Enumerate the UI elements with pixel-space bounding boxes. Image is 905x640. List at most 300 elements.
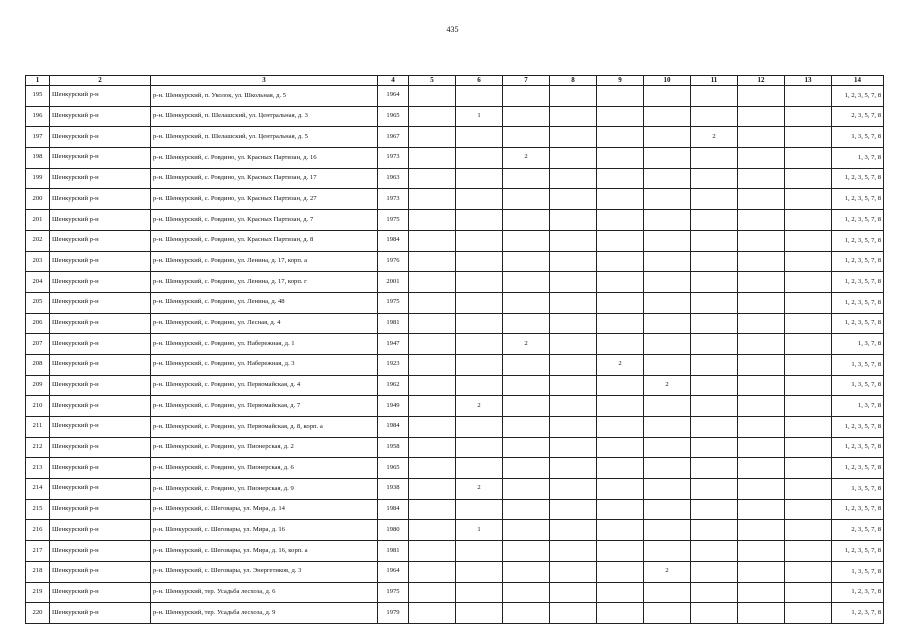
address-cell: р-н. Шенкурский, п. Шелашский, ул. Центральная, д. 5 xyxy=(151,127,378,148)
address-cell: р-н. Шенкурский, с. Ровдино, ул. Первомайская, д. 4 xyxy=(151,375,378,396)
col-13-cell xyxy=(785,603,832,624)
col-13-cell xyxy=(785,272,832,293)
col-11-cell xyxy=(691,561,738,582)
col-10-cell xyxy=(644,86,691,107)
col-11-cell xyxy=(691,334,738,355)
address-cell: р-н. Шенкурский, с. Шеговары, ул. Мира, д. 14 xyxy=(151,499,378,520)
col-5-cell xyxy=(409,354,456,375)
col-12-cell xyxy=(738,417,785,438)
col-12-cell xyxy=(738,354,785,375)
address-cell: р-н. Шенкурский, с. Ровдино, ул. Набережная, д. 1 xyxy=(151,334,378,355)
col-6-cell xyxy=(456,437,503,458)
col-14-cell: 1, 2, 3, 5, 7, 8 xyxy=(832,210,884,231)
col-6-cell xyxy=(456,499,503,520)
col-6-cell xyxy=(456,458,503,479)
col-5-cell xyxy=(409,313,456,334)
col-6-cell xyxy=(456,168,503,189)
col-5-cell xyxy=(409,210,456,231)
col-9-cell xyxy=(597,479,644,500)
col-11-cell xyxy=(691,396,738,417)
col-9-cell xyxy=(597,458,644,479)
year-cell: 2001 xyxy=(378,272,409,293)
col-10-cell xyxy=(644,603,691,624)
col-5-cell xyxy=(409,417,456,438)
year-cell: 1981 xyxy=(378,313,409,334)
col-10-cell xyxy=(644,354,691,375)
year-cell: 1949 xyxy=(378,396,409,417)
col-9-cell xyxy=(597,127,644,148)
column-header-12: 12 xyxy=(738,76,785,86)
row-number-cell: 210 xyxy=(26,396,50,417)
table-row xyxy=(26,230,884,251)
col-6-cell xyxy=(456,127,503,148)
col-8-cell xyxy=(550,437,597,458)
col-14-cell: 1, 2, 3, 5, 7, 8 xyxy=(832,437,884,458)
col-6-cell xyxy=(456,313,503,334)
col-7-cell: 2 xyxy=(503,148,550,169)
col-9-cell xyxy=(597,148,644,169)
col-8-cell xyxy=(550,354,597,375)
col-12-cell xyxy=(738,437,785,458)
col-13-cell xyxy=(785,127,832,148)
col-7-cell xyxy=(503,541,550,562)
address-cell: р-н. Шенкурский, с. Ровдино, ул. Красных Партизан, д. 27 xyxy=(151,189,378,210)
col-7-cell xyxy=(503,499,550,520)
year-cell: 1965 xyxy=(378,106,409,127)
col-14-cell: 1, 3, 5, 7, 8 xyxy=(832,479,884,500)
district-cell: Шенкурский р-н xyxy=(50,148,151,169)
col-9-cell xyxy=(597,520,644,541)
col-5-cell xyxy=(409,603,456,624)
col-12-cell xyxy=(738,148,785,169)
col-13-cell xyxy=(785,334,832,355)
table-row xyxy=(26,375,884,396)
col-9-cell xyxy=(597,603,644,624)
col-5-cell xyxy=(409,168,456,189)
col-13-cell xyxy=(785,520,832,541)
col-9-cell xyxy=(597,168,644,189)
col-13-cell xyxy=(785,375,832,396)
year-cell: 1980 xyxy=(378,520,409,541)
col-8-cell xyxy=(550,375,597,396)
col-14-cell: 1, 2, 3, 5, 7, 8 xyxy=(832,272,884,293)
col-14-cell: 1, 2, 3, 5, 7, 8 xyxy=(832,499,884,520)
col-10-cell xyxy=(644,189,691,210)
col-12-cell xyxy=(738,520,785,541)
col-13-cell xyxy=(785,168,832,189)
col-8-cell xyxy=(550,499,597,520)
table-row xyxy=(26,458,884,479)
col-11-cell xyxy=(691,417,738,438)
col-7-cell xyxy=(503,396,550,417)
col-14-cell: 1, 2, 3, 5, 7, 8 xyxy=(832,541,884,562)
row-number-cell: 219 xyxy=(26,582,50,603)
year-cell: 1958 xyxy=(378,437,409,458)
col-6-cell xyxy=(456,189,503,210)
table-row xyxy=(26,127,884,148)
table-row xyxy=(26,437,884,458)
col-11-cell xyxy=(691,168,738,189)
col-5-cell xyxy=(409,251,456,272)
year-cell: 1984 xyxy=(378,417,409,438)
column-header-9: 9 xyxy=(597,76,644,86)
col-10-cell xyxy=(644,148,691,169)
col-13-cell xyxy=(785,417,832,438)
col-12-cell xyxy=(738,479,785,500)
table-row xyxy=(26,272,884,293)
col-5-cell xyxy=(409,272,456,293)
col-6-cell xyxy=(456,210,503,231)
col-7-cell xyxy=(503,582,550,603)
table-row xyxy=(26,189,884,210)
col-8-cell xyxy=(550,396,597,417)
col-14-cell: 1, 2, 3, 5, 7, 8 xyxy=(832,292,884,313)
col-12-cell xyxy=(738,251,785,272)
col-9-cell xyxy=(597,251,644,272)
row-number-cell: 209 xyxy=(26,375,50,396)
address-cell: р-н. Шенкурский, с. Ровдино, ул. Первомайская, д. 8, корп. а xyxy=(151,417,378,438)
row-number-cell: 208 xyxy=(26,354,50,375)
col-14-cell: 1, 3, 5, 7, 8 xyxy=(832,561,884,582)
district-cell: Шенкурский р-н xyxy=(50,479,151,500)
district-cell: Шенкурский р-н xyxy=(50,127,151,148)
col-14-cell: 1, 2, 3, 7, 8 xyxy=(832,603,884,624)
col-8-cell xyxy=(550,251,597,272)
address-cell: р-н. Шенкурский, с. Шеговары, ул. Мира, д. 16, корп. а xyxy=(151,541,378,562)
address-cell: р-н. Шенкурский, с. Ровдино, ул. Ленина, д. 17, корп. а xyxy=(151,251,378,272)
row-number-cell: 211 xyxy=(26,417,50,438)
col-9-cell xyxy=(597,86,644,107)
row-number-cell: 196 xyxy=(26,106,50,127)
col-10-cell xyxy=(644,313,691,334)
col-8-cell xyxy=(550,148,597,169)
col-13-cell xyxy=(785,313,832,334)
col-7-cell xyxy=(503,458,550,479)
col-12-cell xyxy=(738,292,785,313)
address-cell: р-н. Шенкурский, с. Ровдино, ул. Пионерская, д. 9 xyxy=(151,479,378,500)
column-header-1: 1 xyxy=(26,76,50,86)
col-11-cell xyxy=(691,210,738,231)
address-cell: р-н. Шенкурский, тер. Усадьба лесхоза, д. 6 xyxy=(151,582,378,603)
col-13-cell xyxy=(785,210,832,231)
year-cell: 1975 xyxy=(378,582,409,603)
col-10-cell xyxy=(644,479,691,500)
col-10-cell xyxy=(644,582,691,603)
col-12-cell xyxy=(738,86,785,107)
col-7-cell xyxy=(503,210,550,231)
row-number-cell: 204 xyxy=(26,272,50,293)
year-cell: 1962 xyxy=(378,375,409,396)
col-10-cell xyxy=(644,396,691,417)
col-9-cell xyxy=(597,106,644,127)
col-9-cell xyxy=(597,375,644,396)
district-cell: Шенкурский р-н xyxy=(50,313,151,334)
district-cell: Шенкурский р-н xyxy=(50,189,151,210)
year-cell: 1975 xyxy=(378,210,409,231)
col-13-cell xyxy=(785,148,832,169)
column-header-4: 4 xyxy=(378,76,409,86)
address-cell: р-н. Шенкурский, с. Ровдино, ул. Красных Партизан, д. 16 xyxy=(151,148,378,169)
row-number-cell: 213 xyxy=(26,458,50,479)
column-header-13: 13 xyxy=(785,76,832,86)
table-row xyxy=(26,86,884,107)
col-11-cell xyxy=(691,189,738,210)
district-cell: Шенкурский р-н xyxy=(50,210,151,231)
col-8-cell xyxy=(550,272,597,293)
address-cell: р-н. Шенкурский, с. Ровдино, ул. Пионерская, д. 6 xyxy=(151,458,378,479)
district-cell: Шенкурский р-н xyxy=(50,499,151,520)
col-5-cell xyxy=(409,127,456,148)
col-14-cell: 2, 3, 5, 7, 8 xyxy=(832,106,884,127)
col-6-cell: 2 xyxy=(456,479,503,500)
table-row xyxy=(26,499,884,520)
col-14-cell: 1, 2, 3, 5, 7, 8 xyxy=(832,86,884,107)
col-5-cell xyxy=(409,396,456,417)
col-11-cell xyxy=(691,230,738,251)
table-row xyxy=(26,603,884,624)
col-9-cell xyxy=(597,582,644,603)
col-13-cell xyxy=(785,292,832,313)
col-14-cell: 1, 3, 5, 7, 8 xyxy=(832,354,884,375)
col-14-cell: 1, 2, 3, 5, 7, 8 xyxy=(832,230,884,251)
col-6-cell: 1 xyxy=(456,520,503,541)
district-cell: Шенкурский р-н xyxy=(50,396,151,417)
col-12-cell xyxy=(738,334,785,355)
col-14-cell: 2, 3, 5, 7, 8 xyxy=(832,520,884,541)
col-13-cell xyxy=(785,541,832,562)
table-row xyxy=(26,417,884,438)
col-9-cell xyxy=(597,210,644,231)
col-11-cell: 2 xyxy=(691,127,738,148)
address-cell: р-н. Шенкурский, с. Ровдино, ул. Первомайская, д. 7 xyxy=(151,396,378,417)
district-cell: Шенкурский р-н xyxy=(50,251,151,272)
col-10-cell xyxy=(644,541,691,562)
col-14-cell: 1, 2, 3, 5, 7, 8 xyxy=(832,417,884,438)
address-cell: р-н. Шенкурский, п. Уколок, ул. Школьная, д. 5 xyxy=(151,86,378,107)
col-11-cell xyxy=(691,313,738,334)
col-10-cell xyxy=(644,417,691,438)
table-row xyxy=(26,148,884,169)
address-cell: р-н. Шенкурский, с. Ровдино, ул. Ленина, д. 48 xyxy=(151,292,378,313)
year-cell: 1947 xyxy=(378,334,409,355)
column-header-14: 14 xyxy=(832,76,884,86)
col-13-cell xyxy=(785,437,832,458)
col-11-cell xyxy=(691,148,738,169)
col-11-cell xyxy=(691,86,738,107)
address-cell: р-н. Шенкурский, п. Шелашский, ул. Центральная, д. 3 xyxy=(151,106,378,127)
col-12-cell xyxy=(738,230,785,251)
col-10-cell xyxy=(644,168,691,189)
col-14-cell: 1, 3, 5, 7, 8 xyxy=(832,375,884,396)
table-row xyxy=(26,582,884,603)
col-9-cell xyxy=(597,272,644,293)
col-10-cell: 2 xyxy=(644,375,691,396)
row-number-cell: 200 xyxy=(26,189,50,210)
table-row xyxy=(26,479,884,500)
table-row xyxy=(26,251,884,272)
col-8-cell xyxy=(550,210,597,231)
col-8-cell xyxy=(550,479,597,500)
col-6-cell xyxy=(456,292,503,313)
col-5-cell xyxy=(409,479,456,500)
address-cell: р-н. Шенкурский, с. Ровдино, ул. Ленина, д. 17, корп. г xyxy=(151,272,378,293)
row-number-cell: 206 xyxy=(26,313,50,334)
table-row xyxy=(26,541,884,562)
col-13-cell xyxy=(785,396,832,417)
address-cell: р-н. Шенкурский, с. Ровдино, ул. Набережная, д. 3 xyxy=(151,354,378,375)
col-12-cell xyxy=(738,106,785,127)
col-10-cell xyxy=(644,210,691,231)
col-8-cell xyxy=(550,168,597,189)
address-cell: р-н. Шенкурский, тер. Усадьба лесхоза, д. 9 xyxy=(151,603,378,624)
col-5-cell xyxy=(409,375,456,396)
col-11-cell xyxy=(691,354,738,375)
district-cell: Шенкурский р-н xyxy=(50,437,151,458)
col-8-cell xyxy=(550,520,597,541)
table-row xyxy=(26,520,884,541)
col-7-cell xyxy=(503,189,550,210)
col-5-cell xyxy=(409,230,456,251)
col-10-cell xyxy=(644,251,691,272)
col-13-cell xyxy=(785,106,832,127)
table-row xyxy=(26,354,884,375)
col-11-cell xyxy=(691,292,738,313)
col-11-cell xyxy=(691,375,738,396)
year-cell: 1981 xyxy=(378,541,409,562)
column-header-11: 11 xyxy=(691,76,738,86)
district-cell: Шенкурский р-н xyxy=(50,292,151,313)
col-12-cell xyxy=(738,313,785,334)
district-cell: Шенкурский р-н xyxy=(50,561,151,582)
col-11-cell xyxy=(691,499,738,520)
row-number-cell: 212 xyxy=(26,437,50,458)
col-6-cell xyxy=(456,582,503,603)
col-14-cell: 1, 2, 3, 5, 7, 8 xyxy=(832,189,884,210)
col-12-cell xyxy=(738,272,785,293)
col-9-cell xyxy=(597,292,644,313)
col-11-cell xyxy=(691,603,738,624)
row-number-cell: 198 xyxy=(26,148,50,169)
col-12-cell xyxy=(738,561,785,582)
address-cell: р-н. Шенкурский, с. Шеговары, ул. Мира, д. 16 xyxy=(151,520,378,541)
col-7-cell xyxy=(503,292,550,313)
district-cell: Шенкурский р-н xyxy=(50,272,151,293)
col-7-cell xyxy=(503,86,550,107)
row-number-cell: 214 xyxy=(26,479,50,500)
col-6-cell: 2 xyxy=(456,396,503,417)
col-7-cell xyxy=(503,313,550,334)
row-number-cell: 215 xyxy=(26,499,50,520)
col-13-cell xyxy=(785,189,832,210)
col-11-cell xyxy=(691,541,738,562)
col-8-cell xyxy=(550,417,597,438)
col-8-cell xyxy=(550,458,597,479)
address-cell: р-н. Шенкурский, с. Ровдино, ул. Красных Партизан, д. 8 xyxy=(151,230,378,251)
col-13-cell xyxy=(785,354,832,375)
col-9-cell: 2 xyxy=(597,354,644,375)
col-10-cell xyxy=(644,106,691,127)
district-cell: Шенкурский р-н xyxy=(50,334,151,355)
col-9-cell xyxy=(597,230,644,251)
col-12-cell xyxy=(738,541,785,562)
col-10-cell xyxy=(644,292,691,313)
col-5-cell xyxy=(409,292,456,313)
col-13-cell xyxy=(785,499,832,520)
district-cell: Шенкурский р-н xyxy=(50,458,151,479)
col-13-cell xyxy=(785,251,832,272)
col-7-cell xyxy=(503,479,550,500)
col-9-cell xyxy=(597,313,644,334)
col-10-cell xyxy=(644,437,691,458)
col-8-cell xyxy=(550,603,597,624)
col-9-cell xyxy=(597,189,644,210)
table-row xyxy=(26,334,884,355)
year-cell: 1976 xyxy=(378,251,409,272)
col-5-cell xyxy=(409,334,456,355)
col-14-cell: 1, 3, 5, 7, 8 xyxy=(832,127,884,148)
col-11-cell xyxy=(691,106,738,127)
col-8-cell xyxy=(550,127,597,148)
col-7-cell xyxy=(503,561,550,582)
district-cell: Шенкурский р-н xyxy=(50,603,151,624)
page-number: 435 xyxy=(446,25,459,34)
col-6-cell xyxy=(456,334,503,355)
row-number-cell: 205 xyxy=(26,292,50,313)
table-row xyxy=(26,396,884,417)
col-7-cell: 2 xyxy=(503,334,550,355)
col-7-cell xyxy=(503,354,550,375)
col-5-cell xyxy=(409,148,456,169)
address-cell: р-н. Шенкурский, с. Ровдино, ул. Пионерская, д. 2 xyxy=(151,437,378,458)
col-12-cell xyxy=(738,396,785,417)
district-cell: Шенкурский р-н xyxy=(50,168,151,189)
col-6-cell xyxy=(456,148,503,169)
table-row xyxy=(26,106,884,127)
col-7-cell xyxy=(503,417,550,438)
col-9-cell xyxy=(597,561,644,582)
district-cell: Шенкурский р-н xyxy=(50,417,151,438)
year-cell: 1923 xyxy=(378,354,409,375)
col-9-cell xyxy=(597,396,644,417)
address-cell: р-н. Шенкурский, с. Ровдино, ул. Лесная, д. 4 xyxy=(151,313,378,334)
col-8-cell xyxy=(550,189,597,210)
col-10-cell xyxy=(644,230,691,251)
col-7-cell xyxy=(503,603,550,624)
year-cell: 1967 xyxy=(378,127,409,148)
column-header-10: 10 xyxy=(644,76,691,86)
col-5-cell xyxy=(409,499,456,520)
col-12-cell xyxy=(738,375,785,396)
row-number-cell: 216 xyxy=(26,520,50,541)
col-9-cell xyxy=(597,334,644,355)
col-7-cell xyxy=(503,375,550,396)
col-5-cell xyxy=(409,561,456,582)
district-cell: Шенкурский р-н xyxy=(50,582,151,603)
col-8-cell xyxy=(550,582,597,603)
col-8-cell xyxy=(550,86,597,107)
col-6-cell xyxy=(456,86,503,107)
col-11-cell xyxy=(691,458,738,479)
year-cell: 1965 xyxy=(378,458,409,479)
address-cell: р-н. Шенкурский, с. Шеговары, ул. Энергетиков, д. 3 xyxy=(151,561,378,582)
col-6-cell xyxy=(456,417,503,438)
column-header-7: 7 xyxy=(503,76,550,86)
col-6-cell: 1 xyxy=(456,106,503,127)
district-cell: Шенкурский р-н xyxy=(50,375,151,396)
col-9-cell xyxy=(597,417,644,438)
row-number-cell: 195 xyxy=(26,86,50,107)
address-cell: р-н. Шенкурский, с. Ровдино, ул. Красных Партизан, д. 17 xyxy=(151,168,378,189)
